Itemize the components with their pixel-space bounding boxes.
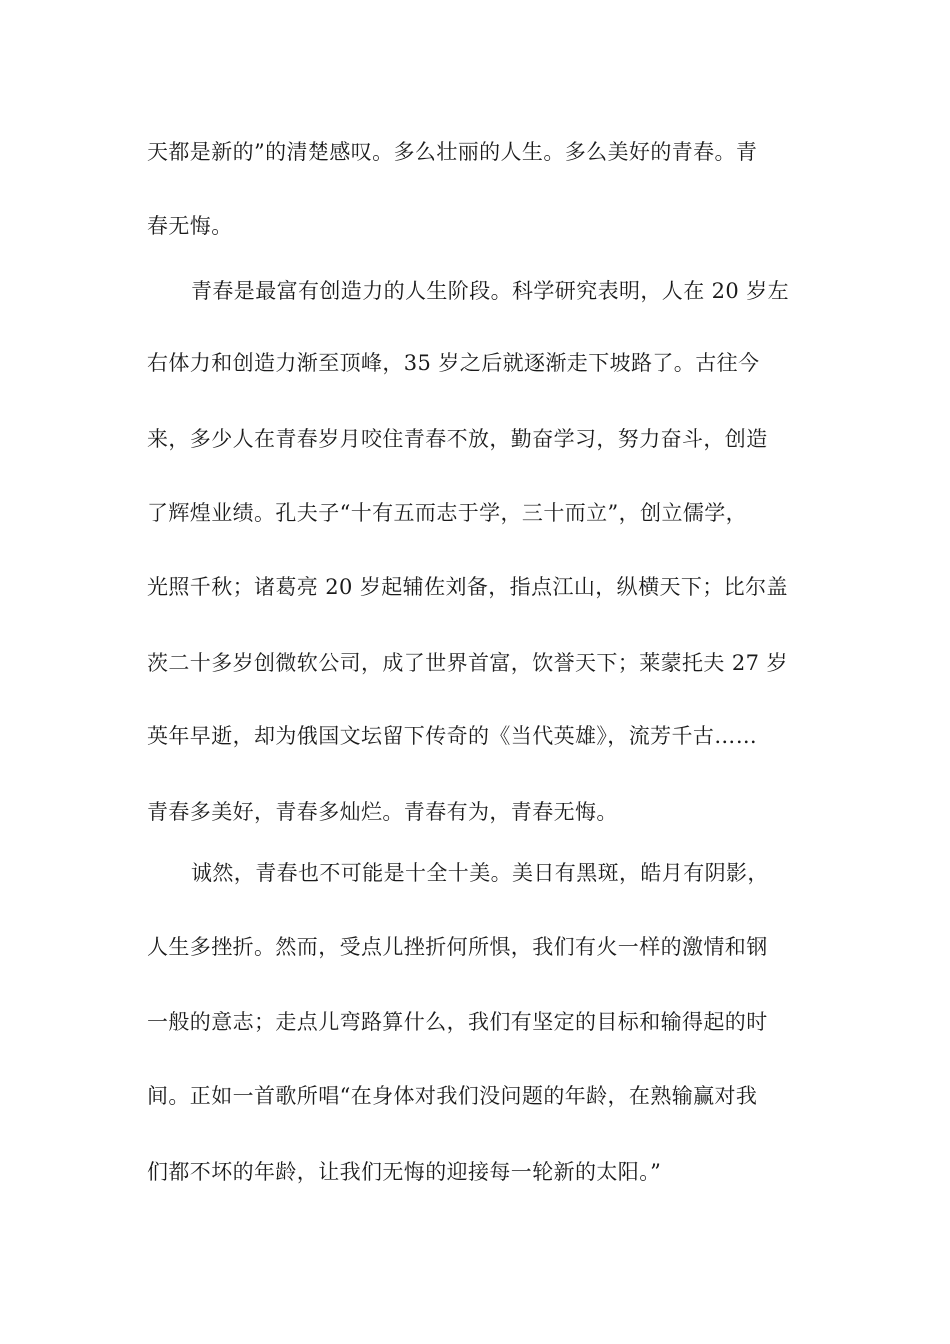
text-line: 人生多挫折。然而，受点儿挫折何所惧，我们有火一样的激情和钢: [147, 935, 768, 959]
text-line: 来，多少人在青春岁月咬住青春不放，勤奋学习，努力奋斗，创造: [147, 427, 768, 451]
text-line: 光照千秋；诸葛亮 20 岁起辅佐刘备，指点江山，纵横天下；比尔盖: [147, 575, 788, 599]
text-line: 天都是新的”的清楚感叹。多么壮丽的人生。多么美好的青春。青: [147, 140, 758, 164]
text-line: 茨二十多岁创微软公司，成了世界首富，饮誉天下；莱蒙托夫 27 岁: [147, 651, 788, 675]
text-line: 们都不坏的年龄，让我们无悔的迎接每一轮新的太阳。”: [147, 1160, 662, 1184]
text-line: 右体力和创造力渐至顶峰，35 岁之后就逐渐走下坡路了。古往今: [147, 351, 760, 375]
text-line: 间。正如一首歌所唱“在身体对我们没问题的年龄，在熟输赢对我: [147, 1084, 758, 1108]
text-line: 春无悔。: [147, 214, 233, 238]
paragraph-start-line: 青春是最富有创造力的人生阶段。科学研究表明，人在 20 岁左: [191, 279, 790, 303]
text-line: 英年早逝，却为俄国文坛留下传奇的《当代英雄》，流芳千古……: [147, 724, 758, 748]
text-line: 青春多美好，青春多灿烂。青春有为，青春无悔。: [147, 800, 618, 824]
paragraph-start-line: 诚然，青春也不可能是十全十美。美日有黑斑，皓月有阴影，: [191, 861, 769, 885]
text-line: 一般的意志；走点儿弯路算什么，我们有坚定的目标和输得起的时: [147, 1010, 768, 1034]
text-line: 了辉煌业绩。孔夫子“十有五而志于学，三十而立”，创立儒学，: [147, 501, 748, 525]
